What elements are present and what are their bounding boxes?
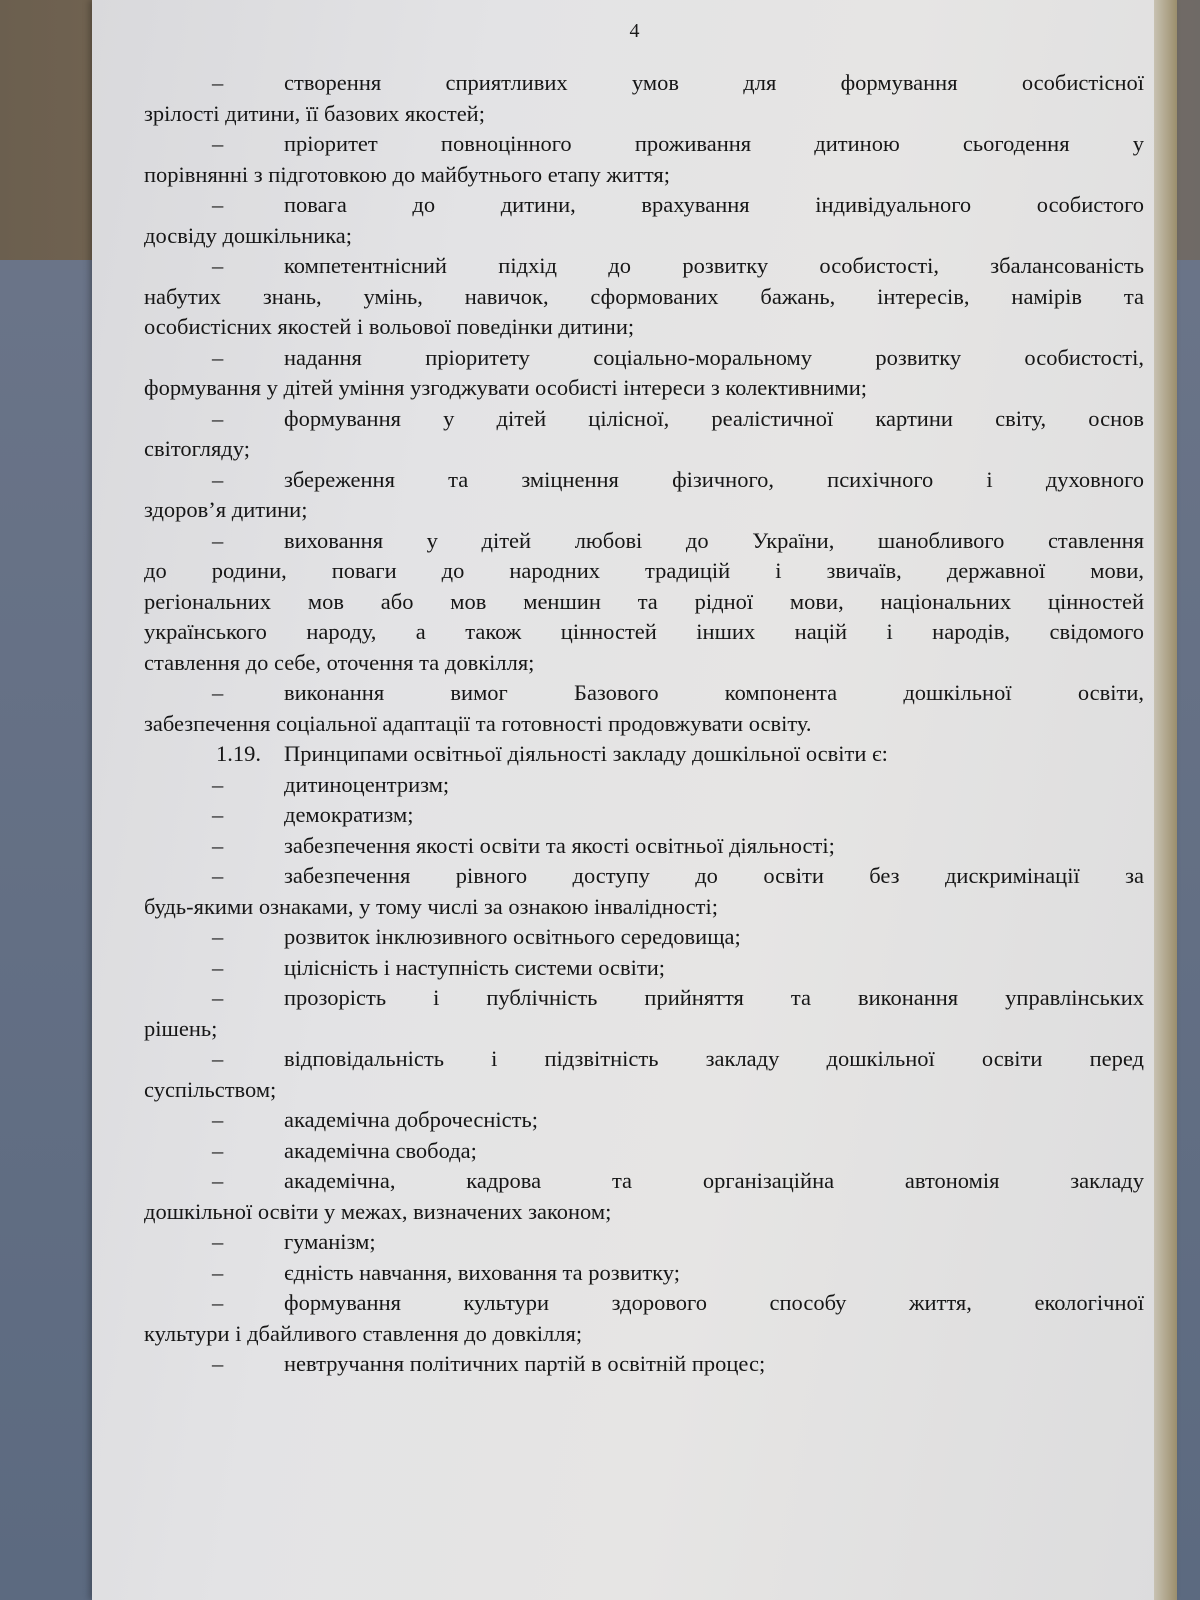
dash-bullet: – [212,527,224,553]
dash-bullet: – [212,1046,224,1071]
dash-bullet: – [212,1290,224,1315]
objectives-list [144,68,1144,739]
list-item-first-line [144,1166,1144,1197]
list-item-text: надання пріоритету соціально-моральному розвитку особистості, [284,344,1144,370]
list-item [144,129,1144,190]
dash-bullet: – [212,344,224,370]
dash-bullet: – [212,1259,224,1285]
list-item-continuation: регіональних мов або мов меншин та рідної мови, національних цінностей [144,588,1144,614]
list-item-text: забезпечення рівного доступу до освіти без дискримінації за [284,863,1144,888]
list-item-text: формування у дітей цілісної, реалістичної картини світу, основ [284,405,1144,431]
list-item-text: єдність навчання, виховання та розвитку; [284,1259,680,1285]
page-content [144,68,1144,1380]
dash-bullet: – [212,253,224,278]
list-item-continuation: формування у дітей уміння узгоджувати особисті інтереси з колективними; [144,375,868,400]
list-item-continuation: культури і дбайливого ставлення до довкілля; [144,1320,583,1346]
dash-bullet: – [212,954,224,980]
list-item [144,953,1144,984]
list-item-text: академічна доброчесність; [284,1107,538,1132]
list-item-first-line [144,129,1144,160]
page-edge [1154,0,1177,1600]
list-item-continuation: рішень; [144,1015,218,1041]
list-item [144,861,1144,922]
page-number: 4 [629,20,640,42]
list-item-first-line [144,831,1144,862]
list-item-first-line [144,1044,1144,1075]
list-item-first-line [144,68,1144,99]
list-item [144,1136,1144,1167]
section-number: 1.19. [216,741,261,766]
list-item [144,251,1144,343]
list-item [144,770,1144,801]
document-page [92,0,1177,1600]
list-item [144,922,1144,953]
dash-bullet: – [212,466,224,492]
list-item-text: виконання вимог Базового компонента дошкільної освіти, [284,680,1144,705]
list-item-continuation: українського народу, а також цінностей інших націй і народів, свідомого [144,619,1144,644]
list-item-first-line [144,190,1144,221]
list-item-continuation: досвіду дошкільника; [144,222,353,248]
dash-bullet: – [212,863,224,888]
list-item-first-line [144,1349,1144,1380]
list-item-continuation: світогляду; [144,436,250,461]
list-item [144,1258,1144,1289]
list-item-first-line [144,922,1144,953]
section-title: Принципами освітньої діяльності закладу дошкільної освіти є: [284,741,888,766]
list-item-continuation: забезпечення соціальної адаптації та готовності продовжувати освіту. [144,710,812,736]
list-item-text: повага до дитини, врахування індивідуального особистого [284,192,1144,217]
list-item-text: цілісність і наступність системи освіти; [284,954,666,980]
list-item-first-line [144,1105,1144,1136]
list-item-continuation: ставлення до себе, оточення та довкілля; [144,649,535,675]
list-item [144,1166,1144,1227]
dash-bullet: – [212,1137,224,1163]
list-item-text: створення сприятливих умов для формування особистісної [284,70,1144,95]
section-heading [144,739,1144,770]
dash-bullet: – [212,802,224,827]
list-item-first-line [144,526,1144,557]
list-item-first-line [144,800,1144,831]
list-item-continuation: зрілості дитини, її базових якостей; [144,100,485,126]
list-item-continuation: дошкільної освіти у межах, визначених законом; [144,1198,612,1224]
list-item-text: формування культури здорового способу життя, екологічної [284,1290,1144,1315]
list-item-first-line [144,404,1144,435]
dash-bullet: – [212,1168,224,1193]
list-item-continuation: особистісних якостей і вольової поведінки дитини; [144,314,635,339]
list-item-continuation: будь-якими ознаками, у тому числі за ознакою інвалідності; [144,893,718,919]
dash-bullet: – [212,771,224,797]
list-item-text: збереження та зміцнення фізичного, психічного і духовного [284,466,1144,492]
list-item-text: демократизм; [284,802,414,827]
dash-bullet: – [212,1107,224,1132]
dash-bullet: – [212,924,224,949]
dash-bullet: – [212,832,224,858]
list-item-continuation: набутих знань, умінь, навичок, сформованих бажань, інтересів, намірів та [144,283,1144,309]
list-item-text: академічна свобода; [284,1137,477,1163]
list-item-first-line [144,983,1144,1014]
list-item-text: пріоритет повноцінного проживання дитиною сьогодення у [284,131,1144,156]
list-item-first-line [144,343,1144,374]
list-item-text: прозорість і публічність прийняття та виконання управлінських [284,985,1144,1010]
list-item [144,1105,1144,1136]
dash-bullet: – [212,192,224,217]
principles-list [144,770,1144,1380]
list-item-text: відповідальність і підзвітність закладу дошкільної освіти перед [284,1046,1144,1071]
dash-bullet: – [212,70,224,95]
list-item [144,1288,1144,1349]
dash-bullet: – [212,131,224,156]
list-item [144,1349,1144,1380]
dash-bullet: – [212,680,224,705]
list-item-first-line [144,770,1144,801]
list-item-first-line [144,1258,1144,1289]
dash-bullet: – [212,985,224,1010]
list-item-first-line [144,1227,1144,1258]
list-item [144,678,1144,739]
list-item [144,1227,1144,1258]
list-item [144,831,1144,862]
list-item-first-line [144,1288,1144,1319]
list-item-text: компетентнісний підхід до розвитку особистості, збалансованість [284,253,1144,278]
list-item-text: дитиноцентризм; [284,771,450,797]
list-item-first-line [144,953,1144,984]
list-item-continuation: суспільством; [144,1076,277,1102]
list-item-first-line [144,861,1144,892]
list-item-text: академічна, кадрова та організаційна автономія закладу [284,1168,1144,1193]
list-item-first-line [144,678,1144,709]
list-item-first-line [144,1136,1144,1167]
list-item [144,190,1144,251]
list-item-text: забезпечення якості освіти та якості освітньої діяльності; [284,832,835,858]
list-item-continuation: здоров’я дитини; [144,497,308,522]
dash-bullet: – [212,1229,224,1254]
list-item-text: гуманізм; [284,1229,376,1254]
list-item [144,983,1144,1044]
list-item-first-line [144,465,1144,496]
list-item [144,465,1144,526]
list-item [144,800,1144,831]
list-item-text: розвиток інклюзивного освітнього середовища; [284,924,741,949]
list-item [144,404,1144,465]
list-item [144,526,1144,679]
list-item-text: виховання у дітей любові до України, шанобливого ставлення [284,527,1144,553]
list-item [144,343,1144,404]
dash-bullet: – [212,1351,224,1376]
list-item-continuation: порівнянні з підготовкою до майбутнього етапу життя; [144,161,670,187]
list-item-continuation: до родини, поваги до народних традицій і звичаїв, державної мови, [144,558,1144,583]
list-item-text: невтручання політичних партій в освітній процес; [284,1351,766,1376]
list-item-first-line [144,251,1144,282]
dash-bullet: – [212,405,224,431]
list-item [144,68,1144,129]
list-item [144,1044,1144,1105]
